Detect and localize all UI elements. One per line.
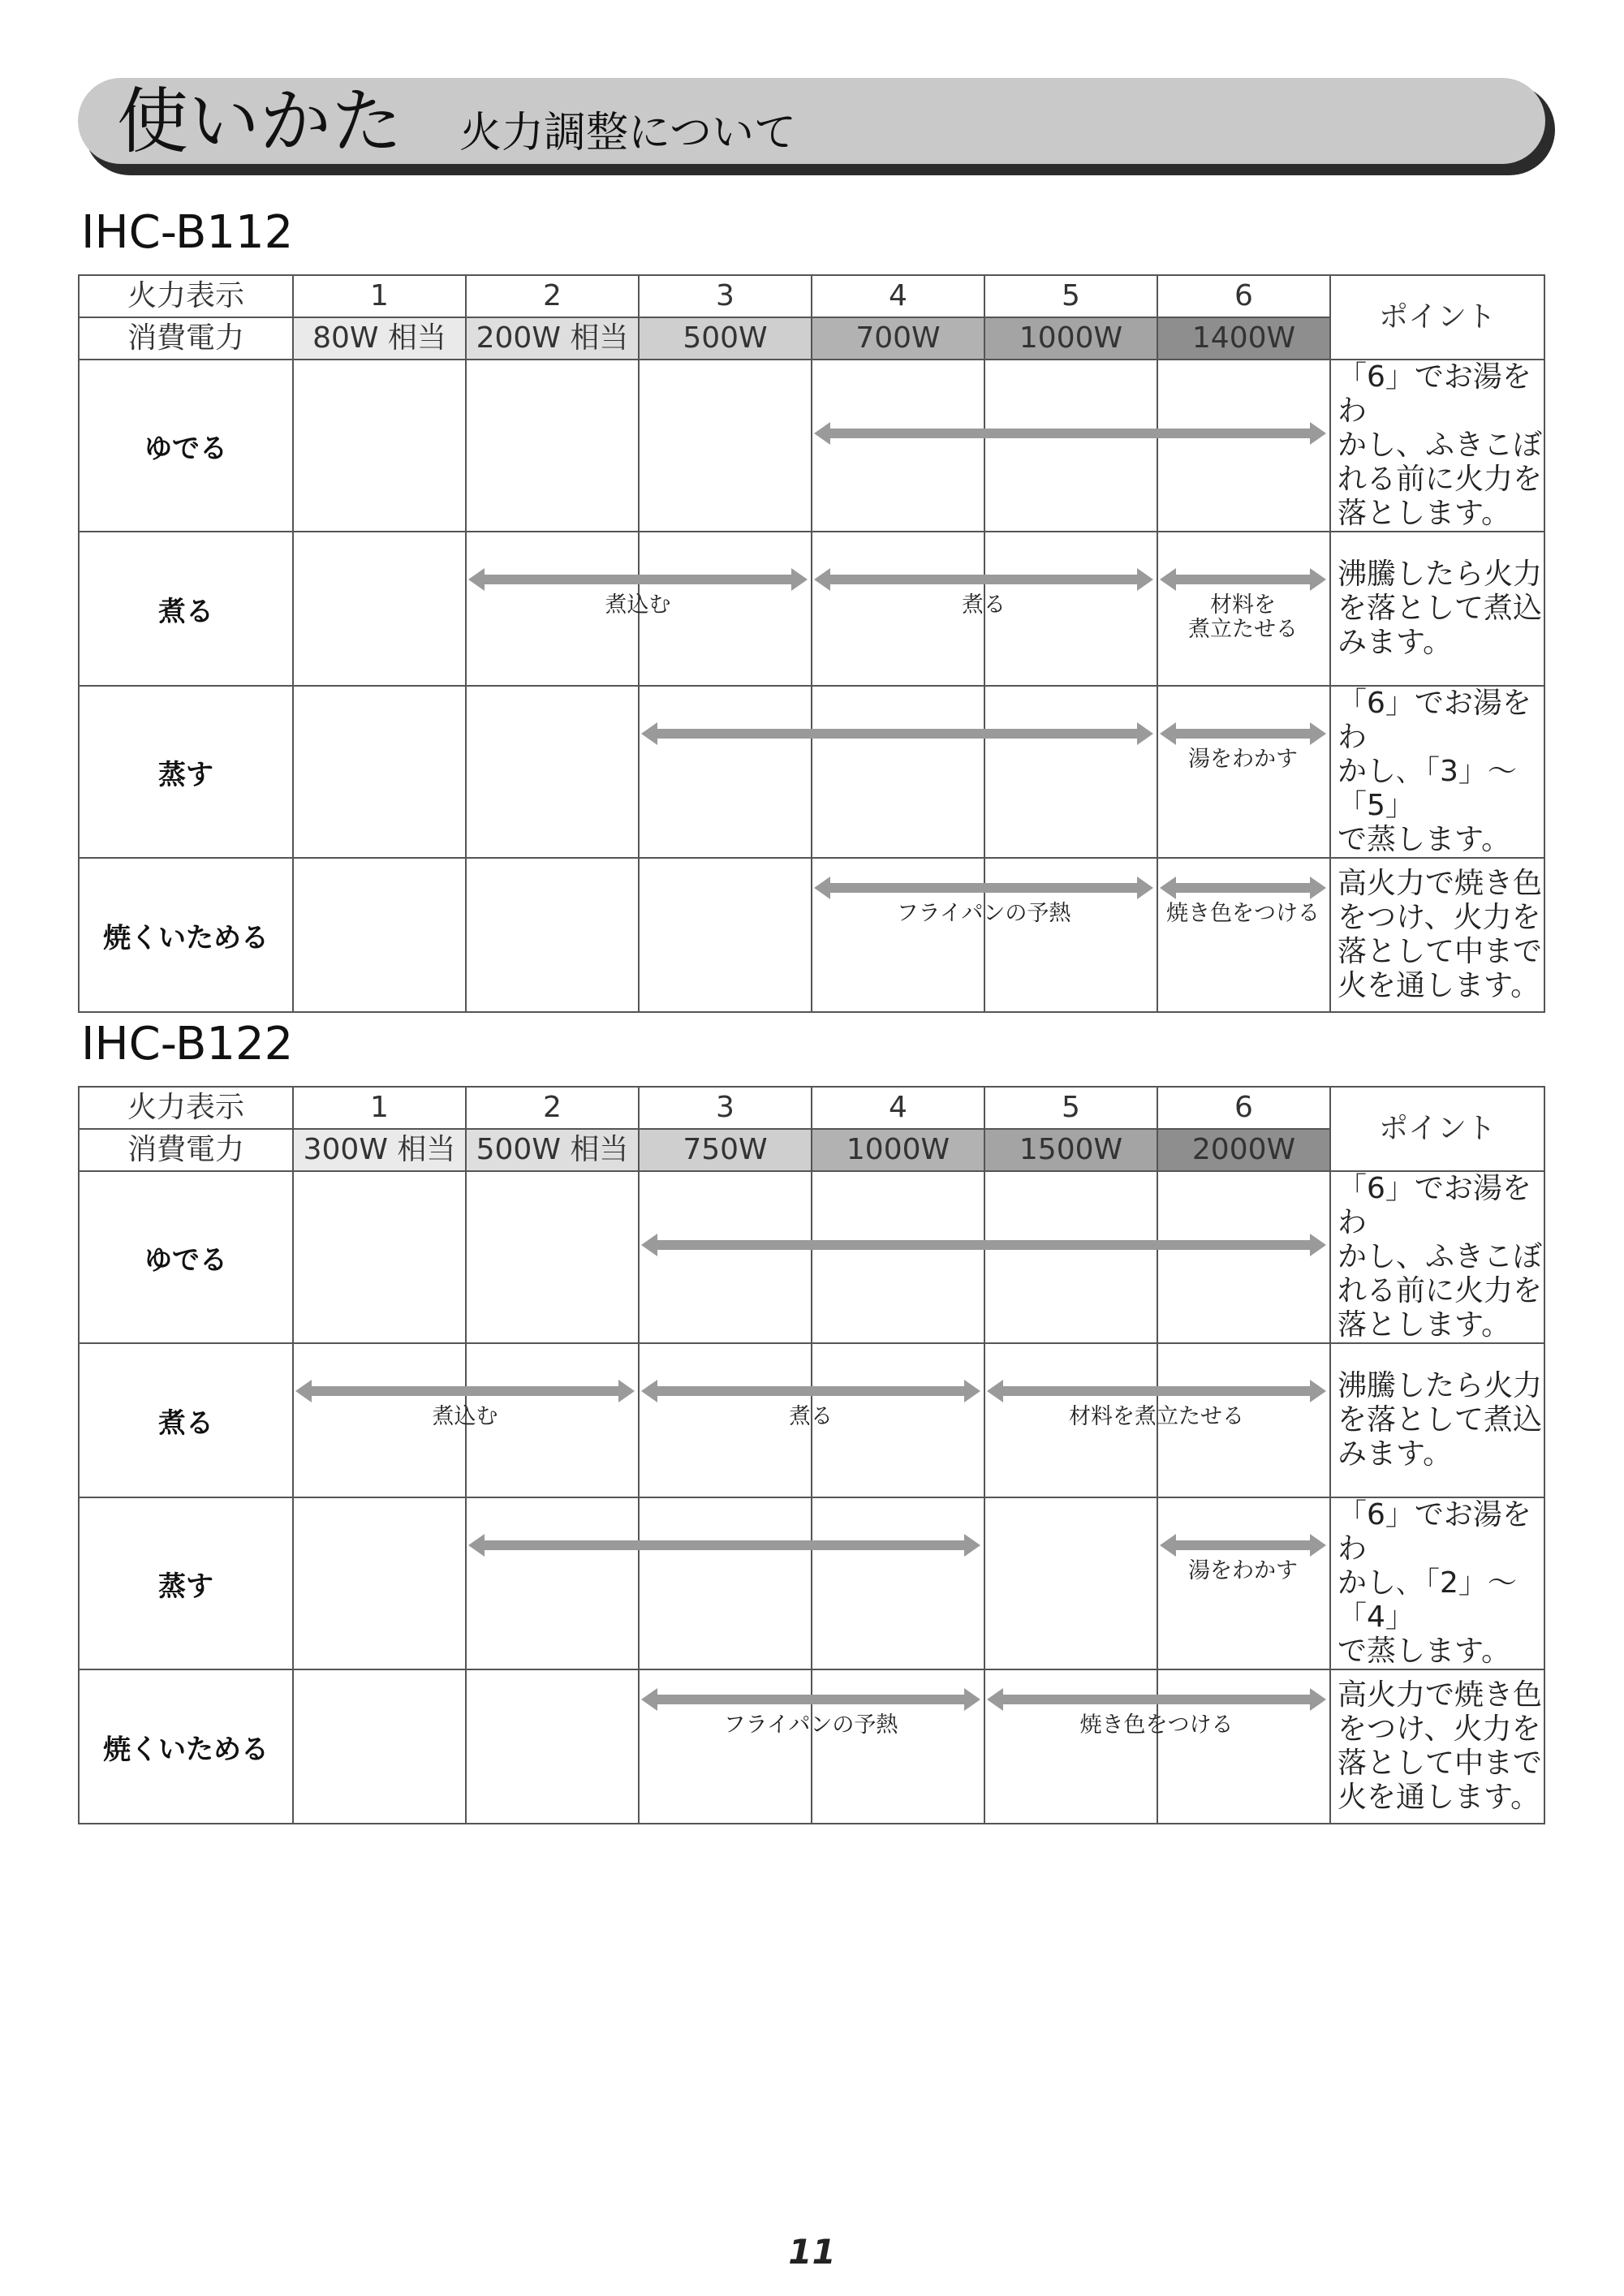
power-value: 500W: [639, 317, 812, 360]
power-value: 750W: [639, 1129, 812, 1171]
page-number: 11: [788, 2232, 836, 2272]
heat-level: 4: [812, 1087, 984, 1129]
range-arrow: [814, 422, 1326, 445]
range-arrow: [468, 568, 808, 618]
point-line: 火を通します。: [1338, 969, 1540, 1002]
range-arrow: [641, 1688, 980, 1738]
point-line: 「6」でお湯をわ: [1338, 1498, 1531, 1566]
cooking-method: 蒸す: [79, 686, 293, 858]
range-arrow: [814, 568, 1153, 618]
cooking-method: 蒸す: [79, 1497, 293, 1669]
arrow-label: 焼き色をつける: [1166, 901, 1320, 926]
power-value: 1500W: [984, 1129, 1157, 1171]
power-value: 1000W: [984, 317, 1157, 360]
point-line: 「6」でお湯をわ: [1338, 1172, 1531, 1239]
point-line: 「6」でお湯をわ: [1338, 687, 1531, 754]
arrow-label: 煮る: [962, 592, 1006, 618]
power-value: 1400W: [1157, 317, 1330, 360]
point-line: をつけ、火力を: [1338, 1712, 1541, 1746]
heat-level: 6: [1157, 275, 1330, 317]
heat-display-label: 火力表示: [79, 1087, 293, 1129]
point-line: 高火力で焼き色: [1338, 1678, 1543, 1712]
heat-level: 2: [466, 275, 639, 317]
arrow-label: フライパンの予熱: [896, 901, 1071, 926]
range-arrow: [641, 1380, 980, 1429]
range-arrow: [1160, 877, 1326, 926]
point-line: 落とします。: [1338, 497, 1511, 530]
power-consumption-label: 消費電力: [79, 1129, 293, 1171]
point-line: かし､「2」～「4」: [1338, 1566, 1517, 1634]
cooking-method: ゆでる: [79, 360, 293, 532]
heat-level: 5: [984, 1087, 1157, 1129]
range-arrow: [295, 1380, 635, 1429]
page-subtitle: 火力調整について: [459, 109, 796, 157]
heat-display-label: 火力表示: [79, 275, 293, 317]
point-line: 沸騰したら火力: [1338, 558, 1543, 591]
heat-level: 4: [812, 275, 984, 317]
model-title: IHC-B112: [81, 206, 294, 259]
point-line: 沸騰したら火力: [1338, 1369, 1543, 1402]
point-line: れる前に火力を: [1338, 1274, 1543, 1307]
power-value: 1000W: [812, 1129, 984, 1171]
point-line: 落として中まで: [1338, 935, 1543, 968]
range-arrow: [641, 722, 1153, 745]
point-line: かし、ふきこぼ: [1338, 1240, 1543, 1273]
heat-level: 2: [466, 1087, 639, 1129]
range-arrow: [987, 1380, 1326, 1429]
point-line: 火を通します。: [1338, 1781, 1540, 1814]
heat-level: 1: [293, 1087, 466, 1129]
cooking-method: ゆでる: [79, 1171, 293, 1343]
arrow-label: 煮込む: [432, 1404, 498, 1429]
arrow-label: フライパンの予熱: [723, 1712, 898, 1738]
power-value: 80W 相当: [293, 317, 466, 360]
point-line: 落として中まで: [1338, 1747, 1543, 1780]
range-arrow: [1160, 568, 1326, 642]
range-arrow: [641, 1234, 1326, 1256]
arrow-label: 湯をわかす: [1188, 747, 1298, 772]
power-value: 700W: [812, 317, 984, 360]
arrow-label: 焼き色をつける: [1079, 1712, 1234, 1738]
point-line: 高火力で焼き色: [1338, 867, 1543, 900]
point-header: ポイント: [1330, 1087, 1544, 1171]
heat-level: 5: [984, 275, 1157, 317]
arrow-label: 煮立たせる: [1188, 617, 1298, 642]
arrow-label: 材料を: [1210, 592, 1276, 618]
arrow-label: 材料を煮立たせる: [1069, 1404, 1244, 1429]
point-line: かし､「3」～「5」: [1338, 755, 1517, 822]
point-line: みます。: [1338, 1437, 1453, 1471]
point-line: を落として煮込: [1338, 592, 1543, 625]
point-line: かし、ふきこぼ: [1338, 429, 1543, 462]
point-line: れる前に火力を: [1338, 463, 1543, 496]
point-line: で蒸します。: [1338, 1635, 1511, 1668]
heat-level: 3: [639, 275, 812, 317]
cooking-method: 煮る: [79, 1343, 293, 1497]
point-line: を落として煮込: [1338, 1403, 1543, 1437]
power-consumption-label: 消費電力: [79, 317, 293, 360]
power-value: 2000W: [1157, 1129, 1330, 1171]
range-arrow: [987, 1688, 1326, 1738]
range-arrow: [1160, 722, 1326, 772]
range-arrow: [814, 877, 1153, 926]
arrow-label: 湯をわかす: [1188, 1558, 1298, 1583]
cooking-method: 煮る: [79, 532, 293, 686]
cooking-method: 焼くいためる: [79, 1669, 293, 1824]
power-value: 200W 相当: [466, 317, 639, 360]
point-line: 落とします。: [1338, 1308, 1511, 1342]
point-header: ポイント: [1330, 275, 1544, 360]
arrow-label: 煮る: [789, 1404, 833, 1429]
power-value: 300W 相当: [293, 1129, 466, 1171]
arrow-label: 煮込む: [605, 592, 671, 618]
heat-level: 3: [639, 1087, 812, 1129]
point-line: 「6」でお湯をわ: [1338, 360, 1531, 428]
range-arrow: [1160, 1534, 1326, 1583]
model-title: IHC-B122: [81, 1018, 294, 1070]
point-line: をつけ、火力を: [1338, 901, 1541, 934]
heat-level: 1: [293, 275, 466, 317]
page-title: 使いかた: [117, 80, 403, 163]
point-line: で蒸します。: [1338, 823, 1511, 856]
heat-level: 6: [1157, 1087, 1330, 1129]
cooking-method: 焼くいためる: [79, 858, 293, 1012]
power-value: 500W 相当: [466, 1129, 639, 1171]
range-arrow: [468, 1534, 980, 1557]
point-line: みます。: [1338, 626, 1453, 659]
